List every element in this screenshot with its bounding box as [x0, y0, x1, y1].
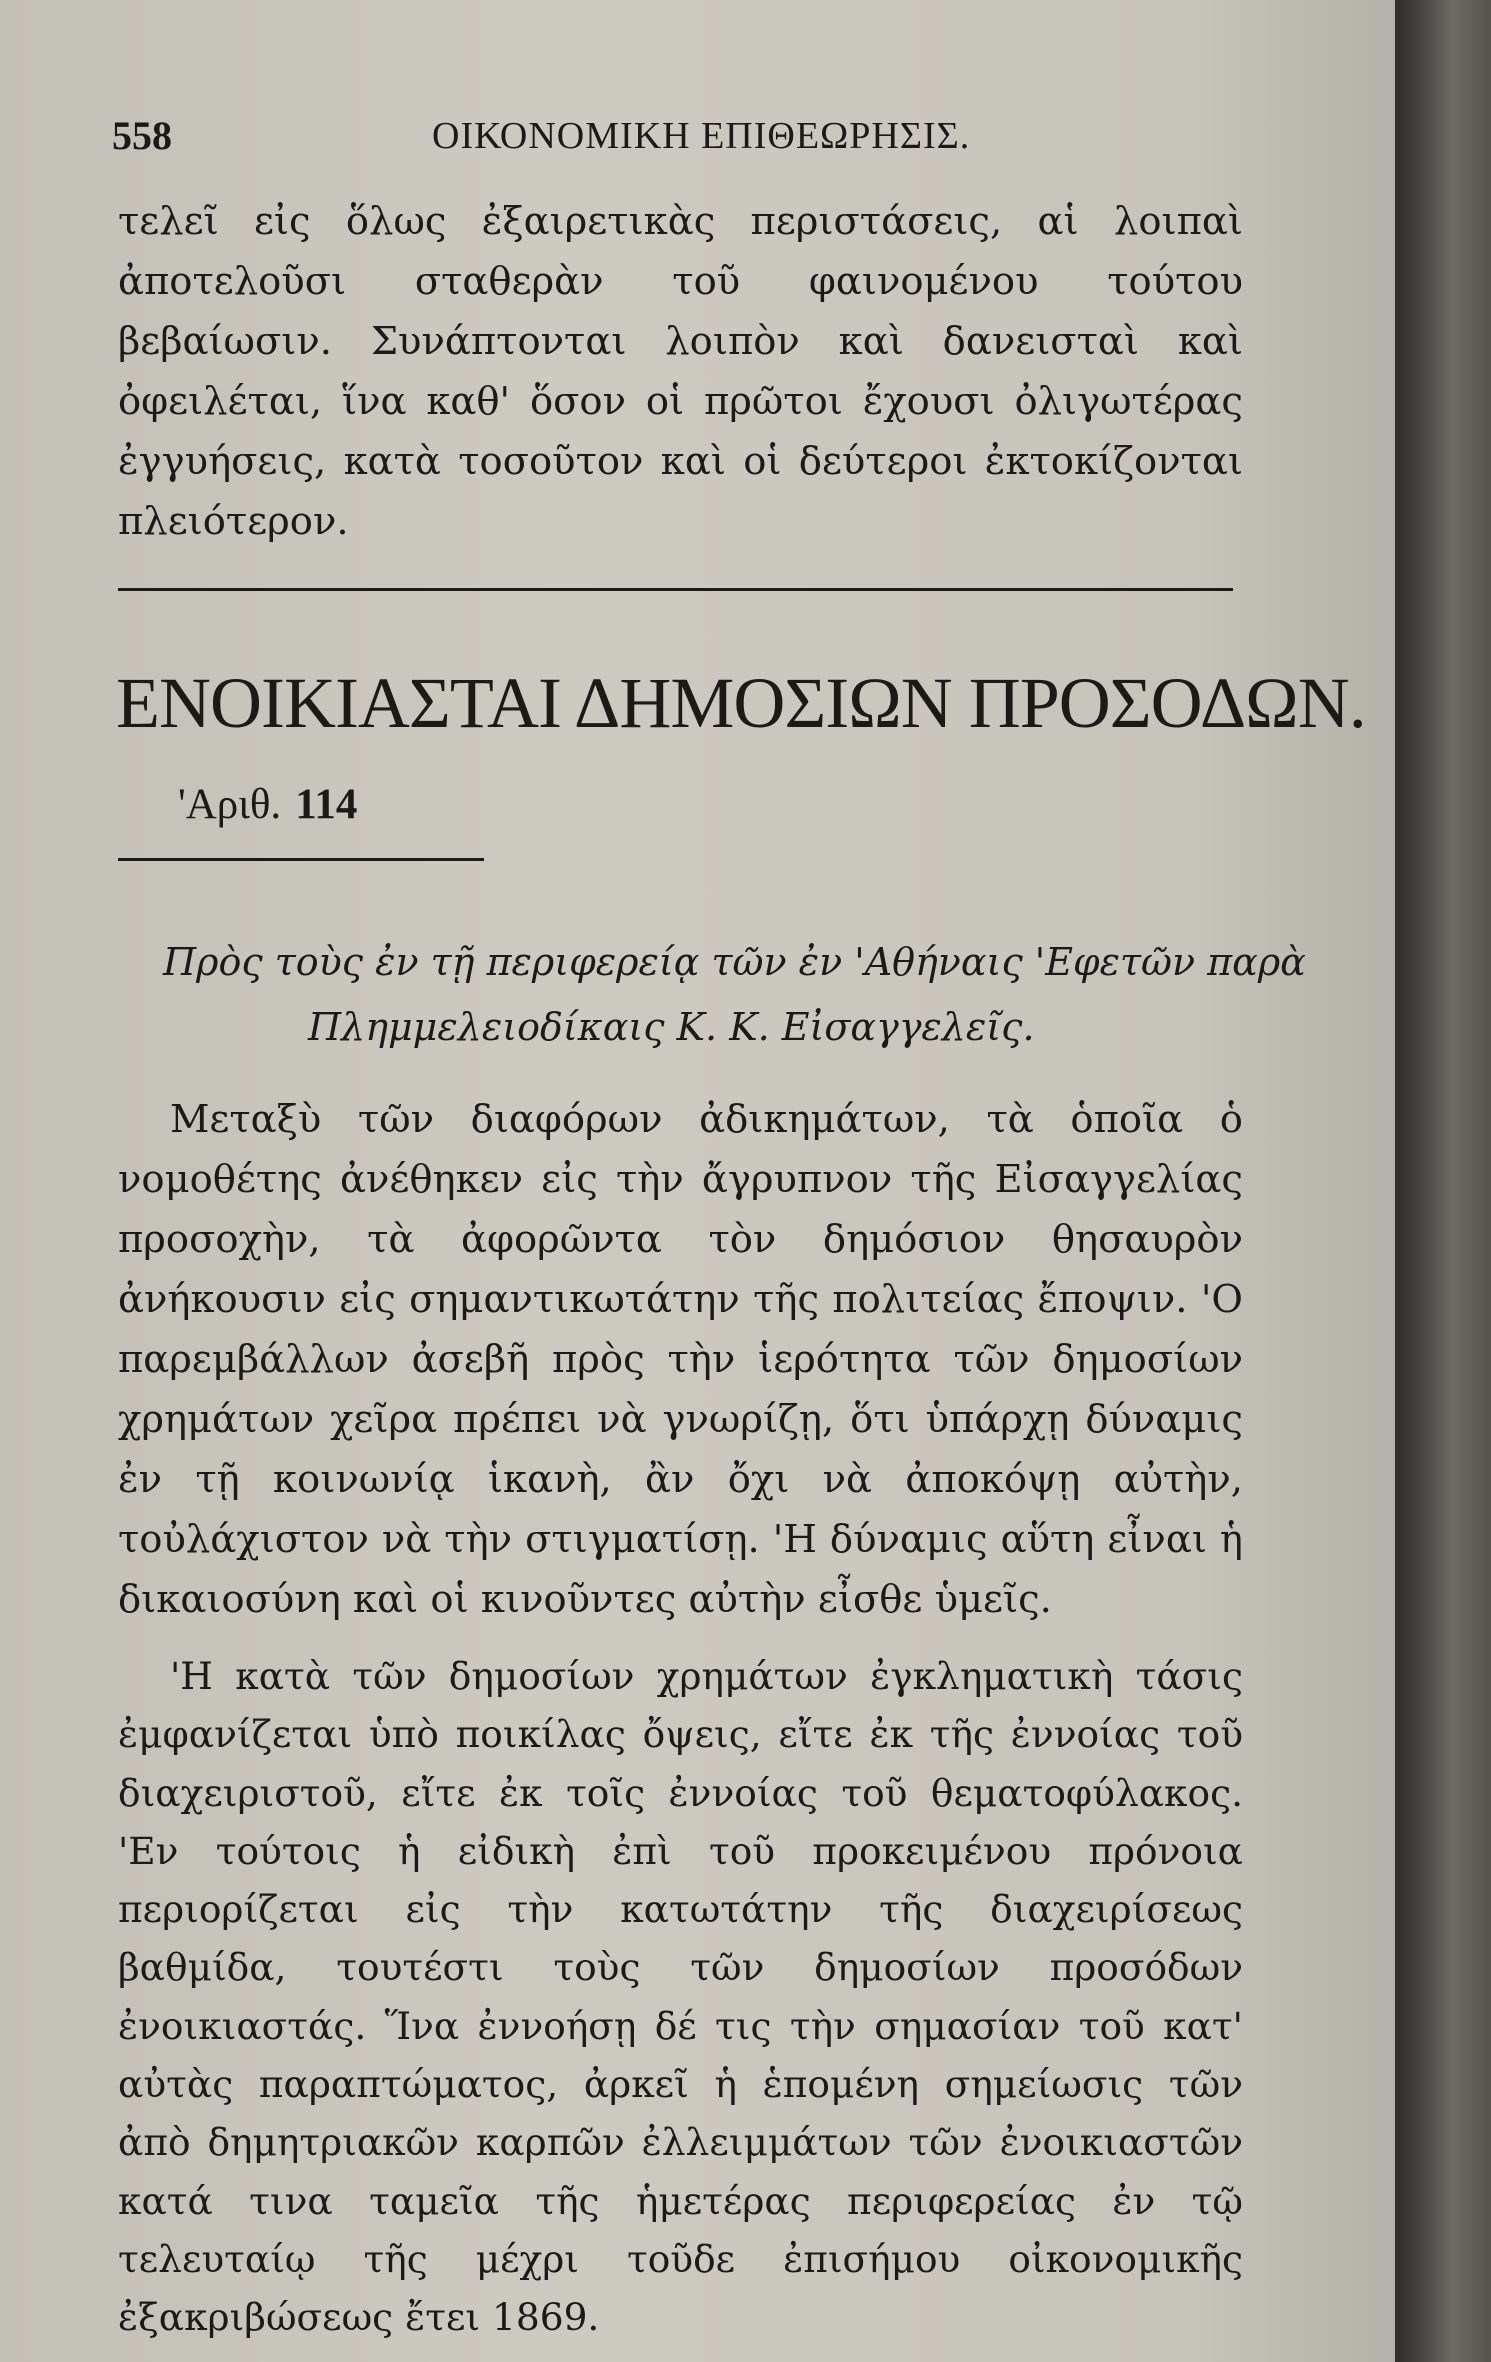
book-gutter-shadow [1395, 0, 1491, 2362]
issue-label: 'Αριθ. [178, 781, 282, 828]
section-heading: ΕΝΟΙΚΙΑΣΤΑΙ ΔΗΜΟΣΙΩΝ ΠΡΟΣΟΔΩΝ. [116, 663, 1366, 743]
running-head [112, 112, 1242, 162]
section-divider [118, 588, 1233, 591]
page-number: 558 [112, 113, 172, 158]
short-divider [118, 858, 484, 861]
address-block [118, 930, 1306, 1060]
issue-number: 114 [295, 781, 358, 828]
address-line-1: Πρὸς τοὺς ἐν τῇ περιφερείᾳ τῶν ἐν 'Αθήναις 'Εφετῶν παρὰ [163, 940, 1306, 984]
address-line-2: Πλημμελειοδίκαις Κ. Κ. Εἰσαγγελεῖς. [308, 1005, 1035, 1049]
issue-number-line [178, 780, 357, 829]
journal-title: ΟΙΚΟΝΟΜΙΚΗ ΕΠΙΘΕΩΡΗΣΙΣ. [432, 115, 971, 157]
body-paragraph-1: Μεταξὺ τῶν διαφόρων ἀδικημάτων, τὰ ὁποῖα ὁ νομοθέτης ἀνέθηκεν εἰς τὴν ἄγρυπνον τῆς Εἰσαγγελίας προσοχὴν, τὰ ἀφορῶντα τὸν δημόσιον θησαυρὸν ἀνήκουσιν εἰς σημαντικωτάτην τῆς πολιτείας ἔποψιν. 'Ο παρεμβάλλων ἀσεβῆ πρὸς τὴν ἱερότητα τῶν δημοσίων χρημάτων χεῖρα πρέπει νὰ γνωρίζῃ, ὅτι ὑπάρχῃ δύναμις ἐν τῇ κοινωνίᾳ ἱκανὴ, ἂν ὄχι νὰ ἀποκόψῃ αὐτὴν, τοὐλάχιστον νὰ τὴν στιγματίσῃ. 'Η δύναμις αὕτη εἶναι ἡ δικαιοσύνη καὶ οἱ κινοῦντες αὐτὴν εἶσθε ὑμεῖς. [118, 1097, 1243, 1622]
intro-paragraph: τελεῖ εἰς ὅλως ἐξαιρετικὰς περιστάσεις, αἱ λοιπαὶ ἀποτελοῦσι σταθερὰν τοῦ φαινομένου τούτου βεβαίωσιν. Συνάπτονται λοιπὸν καὶ δανεισταὶ καὶ ὀφειλέται, ἵνα καθ' ὅσον οἱ πρῶτοι ἔχουσι ὀλιγωτέρας ἐγγυήσεις, κατὰ τοσοῦτον καὶ οἱ δεύτεροι ἐκτοκίζονται πλειότερον. [118, 199, 1243, 544]
body-paragraph-2: 'Η κατὰ τῶν δημοσίων χρημάτων ἐγκληματικὴ τάσις ἐμφανίζεται ὑπὸ ποικίλας ὄψεις, εἴτε ἐκ τῆς ἐννοίας τοῦ διαχειριστοῦ, εἴτε ἐκ τοῖς ἐννοίας τοῦ θεματοφύλακος. 'Εν τούτοις ἡ εἰδικὴ ἐπὶ τοῦ προκειμένου πρόνοια περιορίζεται εἰς τὴν κατωτάτην τῆς διαχειρίσεως βαθμίδα, τουτέστι τοὺς τῶν δημοσίων προσόδων ἐνοικιαστάς. Ἵνα ἐννοήσῃ δέ τις τὴν σημασίαν τοῦ κατ' αὐτὰς παραπτώματος, ἀρκεῖ ἡ ἑπομένη σημείωσις τῶν ἀπὸ δημητριακῶν καρπῶν ἐλλειμμάτων τῶν ἐνοικιαστῶν κατά τινα ταμεῖα τῆς ἡμετέρας περιφερείας ἐν τῷ τελευταίῳ τῆς μέχρι τοῦδε ἐπισήμου οἰκονομικῆς ἐξακριβώσεως ἔτει 1869. [118, 1654, 1243, 2340]
